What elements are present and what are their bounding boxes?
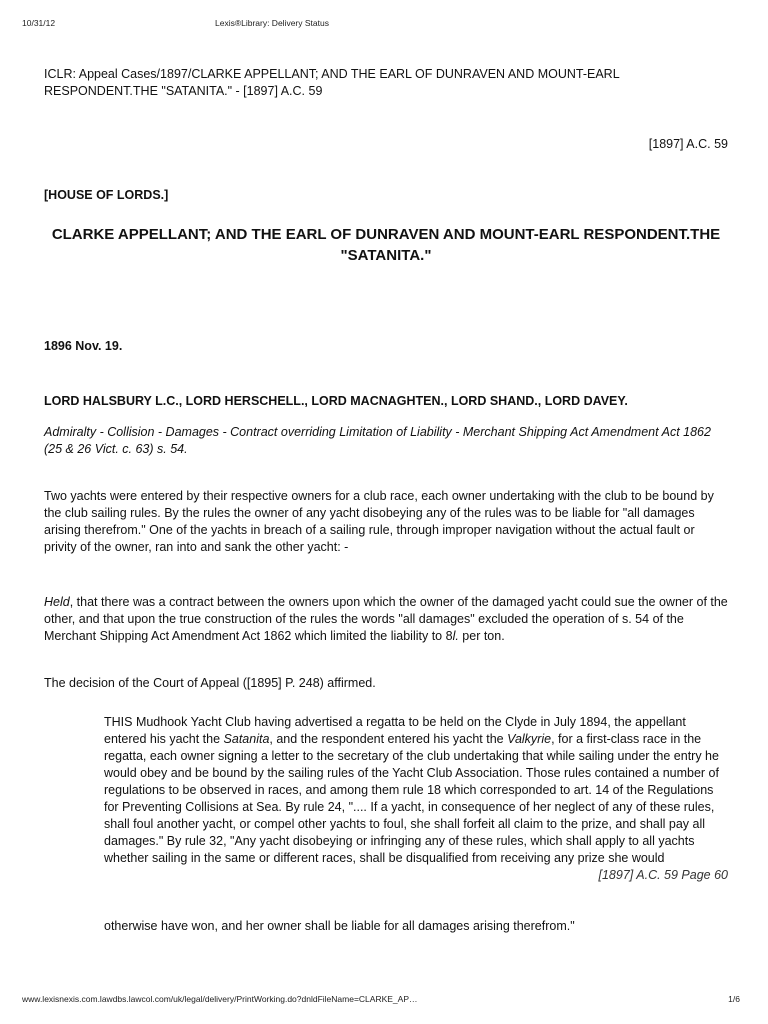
held-text-1: , that there was a contract between the owners upon which the owner of the damaged yacht could sue the owner of the other, and that upon the true construction of the rules the words "all damages" excluded the operation of s. 54 of the Merchant Shipping Act Amendment Act 1862 which limited the liability to 8: [44, 595, 728, 643]
print-url[interactable]: www.lexisnexis.com.lawdbs.lawcol.com/uk/legal/delivery/PrintWorking.do?dnldFileName=CLARKE_AP…: [22, 994, 418, 1004]
judgment-part-2: , and the respondent entered his yacht the: [269, 732, 508, 746]
headnote-held: [44, 594, 728, 645]
court-name: [HOUSE OF LORDS.]: [44, 188, 169, 202]
yacht-name-satanita: Satanita: [223, 732, 270, 746]
print-footer: [0, 994, 768, 1008]
judgment-continued: otherwise have won, and her owner shall be liable for all damages arising therefrom.": [104, 919, 575, 933]
judges-list: LORD HALSBURY L.C., LORD HERSCHELL., LORD MACNAGHTEN., LORD SHAND., LORD DAVEY.: [44, 394, 628, 408]
page-reference: [1897] A.C. 59 Page 60: [598, 868, 728, 882]
judgment-part-3: , for a first-class race in the regatta, each owner signing a letter to the secretary of the club undertaking that while sailing under the entry he would obey and be bound by the sailing rules of the Yacht Club Association. Those rules contained a number of regulations to be observed in races, and among them rule 18 which corresponded to art. 14 of the Regulations for Preventing Collisions at Sea. By rule 24, ".... If a yacht, in consequence of her neglect of any of these rules, shall foul another yacht, or compel other yachts to foul, she shall forfeit all claim to the prize, and shall pay all damages." By rule 32, "Any yacht disobeying or infringing any of these rules, which shall apply to all yachts whether sailing in the same or different races, shall be disqualified from receiving any prize she would: [104, 732, 719, 865]
citation-line[interactable]: ICLR: Appeal Cases/1897/CLARKE APPELLANT; AND THE EARL OF DUNRAVEN AND MOUNT-EARL RESPONDENT.THE "SATANITA." - [1897] A.C. 59: [44, 67, 620, 98]
citation-reference: [1897] A.C. 59: [648, 137, 728, 151]
judgment-paragraph: [104, 714, 730, 867]
page-number: 1/6: [728, 994, 740, 1004]
case-title: CLARKE APPELLANT; AND THE EARL OF DUNRAVEN AND MOUNT-EARL RESPONDENT.THE "SATANITA.": [51, 226, 721, 264]
judgment-part-1: THIS Mudhook Yacht Club having advertised a regatta to be held on the Clyde in July 1894, the appellant entered his yacht the: [104, 715, 686, 746]
headnote-facts: Two yachts were entered by their respective owners for a club race, each owner undertaking with the club to be bound by the club sailing rules. By the rules the owner of any yacht disobeying any of the rules was to be liable for "all damages arising therefrom." One of the yachts in breach of a sailing rule, through improper navigation without the actual fault or privity of the owner, ran into and sank the other yacht: -: [44, 489, 714, 554]
print-date: 10/31/12: [22, 18, 56, 28]
held-unit: l.: [452, 629, 459, 643]
decision-line: The decision of the Court of Appeal ([1895] P. 248) affirmed.: [44, 676, 376, 690]
yacht-name-valkyrie: Valkyrie: [507, 732, 552, 746]
print-header: [0, 18, 768, 32]
judgment-date: 1896 Nov. 19.: [44, 339, 123, 353]
held-label: Held: [44, 595, 70, 609]
print-title: Lexis®Library: Delivery Status: [215, 18, 329, 28]
document-body: [44, 66, 728, 935]
headnote-subject: Admiralty - Collision - Damages - Contract overriding Limitation of Liability - Merchant Shipping Act Amendment Act 1862 (25 & 26 Vict. c. 63) s. 54.: [44, 425, 711, 456]
held-text-2: per ton.: [458, 629, 505, 643]
